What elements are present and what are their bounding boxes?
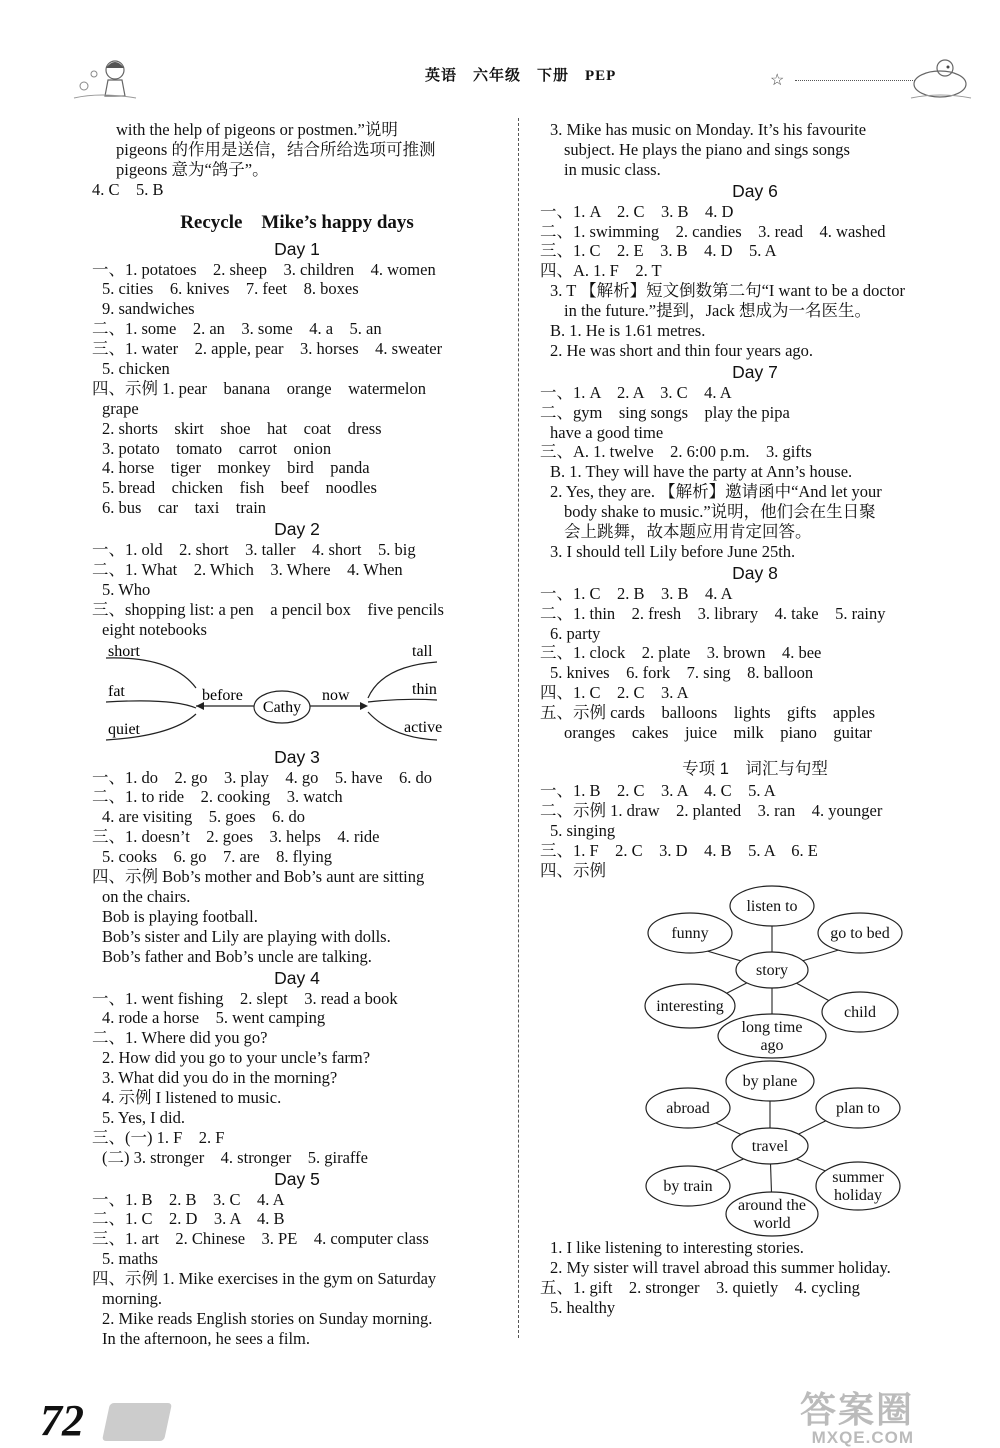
answer-line: 3. potato tomato carrot onion <box>102 438 332 458</box>
mindmap-node-world: world <box>753 1215 791 1233</box>
column-divider <box>518 118 519 1338</box>
answer-line: 一、1. do 2. go 3. play 4. go 5. have 6. do <box>92 767 433 787</box>
answer-line: 四、A. 1. F 2. T <box>540 261 662 281</box>
left-column <box>92 120 502 1349</box>
answer-line: Bob is playing football. <box>102 906 258 926</box>
answer-line: 二、示例 1. draw 2. planted 3. ran 4. younger <box>540 800 883 820</box>
mindmap-node-around-the: around the <box>738 1197 806 1215</box>
day-heading: Day 5 <box>274 1168 320 1189</box>
answer-line: 四、示例 1. pear banana orange watermelon <box>92 378 427 398</box>
mindmap-node-by-plane: by plane <box>742 1073 798 1091</box>
answer-line: have a good time <box>550 422 664 442</box>
answer-line: grape <box>102 398 139 418</box>
answer-line: 二、1. some 2. an 3. some 4. a 5. an <box>92 319 382 339</box>
answer-line: 2. Yes, they are. 【解析】邀请函中“And let your <box>550 482 882 502</box>
answer-line: 三、1. clock 2. plate 3. brown 4. bee <box>540 643 822 663</box>
diagram-word-tall: tall <box>412 642 433 660</box>
mindmap-center-travel: travel <box>751 1138 789 1156</box>
answer-line: 2. My sister will travel abroad this summer holiday. <box>550 1258 891 1278</box>
answer-line: 五、1. gift 2. stronger 3. quietly 4. cycling <box>540 1278 860 1298</box>
answer-line: 5. healthy <box>550 1298 616 1318</box>
mind-map-diagram <box>540 880 970 1238</box>
answer-line: 2. shorts skirt shoe hat coat dress <box>102 418 382 438</box>
mindmap-node-by-train: by train <box>663 1178 713 1196</box>
day-heading: Day 7 <box>732 361 778 382</box>
answer-line: in the future.”提到，Jack 想成为一名医生。 <box>564 301 872 321</box>
page-number: 72 <box>40 1396 84 1445</box>
answer-line: 二、1. swimming 2. candies 3. read 4. washed <box>540 221 886 241</box>
answer-line: 一、1. A 2. A 3. C 4. A <box>540 382 732 402</box>
answer-line: B. 1. He is 1.61 metres. <box>550 321 706 341</box>
header-title: 英语 六年级 下册 PEP <box>425 68 617 84</box>
answer-line: 3. T 【解析】短文倒数第二句“I want to be a doctor <box>550 281 906 301</box>
day-heading: Day 8 <box>732 562 778 583</box>
diagram-word-thin: thin <box>412 680 437 698</box>
answer-line: Bob’s sister and Lily are playing with dolls. <box>102 926 391 946</box>
answer-line: body shake to music.”说明，他们会在生日聚 <box>564 502 876 522</box>
answer-line: 4. 示例 I listened to music. <box>102 1087 282 1107</box>
page-number-badge <box>102 1403 172 1441</box>
answer-line: 5. singing <box>550 820 616 840</box>
word-diagram <box>92 640 502 746</box>
answer-line: 一、1. C 2. B 3. B 4. A <box>540 583 733 603</box>
answer-line: 五、示例 cards balloons lights gifts apples <box>540 703 876 723</box>
answer-line: subject. He plays the piano and sings songs <box>564 139 850 159</box>
special-section-title: 专项 1 词汇与句型 <box>682 759 828 778</box>
page-header <box>0 56 1000 96</box>
answer-line: eight notebooks <box>102 619 207 639</box>
answer-line: 4. rode a horse 5. went camping <box>102 1008 326 1028</box>
answer-line: 一、1. B 2. C 3. A 4. C 5. A <box>540 780 776 800</box>
diagram-word-active: active <box>404 718 443 736</box>
diagram-word-short: short <box>108 642 140 660</box>
watermark-logo: 答案圈 <box>800 1389 915 1430</box>
mindmap-node-ago: ago <box>760 1037 784 1055</box>
right-column <box>540 120 970 1318</box>
mindmap-node-child: child <box>844 1004 876 1022</box>
answer-line: oranges cakes juice milk piano guitar <box>564 723 872 743</box>
answer-line: 三、1. F 2. C 3. D 4. B 5. A 6. E <box>540 840 818 860</box>
answer-line: 四、1. C 2. C 3. A <box>540 683 689 703</box>
answer-line: 5. maths <box>102 1249 158 1269</box>
answer-line: 3. What did you do in the morning? <box>102 1068 338 1088</box>
mindmap-node-holiday: holiday <box>834 1187 882 1205</box>
day-heading: Day 1 <box>274 238 320 259</box>
answer-line: 3. Mike has music on Monday. It’s his favourite <box>550 120 867 139</box>
answer-line: 4. horse tiger monkey bird panda <box>102 458 370 478</box>
answer-line: on the chairs. <box>102 886 191 906</box>
answer-line: 会上跳舞，故本题应用肯定回答。 <box>564 522 812 542</box>
watermark-url: MXQE.COM <box>811 1428 915 1447</box>
answer-line: B. 1. They will have the party at Ann’s house. <box>550 462 853 482</box>
day-heading: Day 2 <box>274 519 320 540</box>
answer-line: 5. Who <box>102 579 151 599</box>
answer-line: In the afternoon, he sees a film. <box>102 1328 311 1348</box>
mindmap-node-summer: summer <box>832 1169 884 1187</box>
answer-line: 三、1. water 2. apple, pear 3. horses 4. sweater <box>92 339 443 359</box>
mindmap-node-long-time: long time <box>741 1019 803 1037</box>
answer-line: 2. Mike reads English stories on Sunday morning. <box>102 1308 433 1328</box>
diagram-word-quiet: quiet <box>108 720 140 738</box>
diagram-word-fat: fat <box>108 682 125 700</box>
mindmap-node-abroad: abroad <box>666 1100 710 1118</box>
answer-line: 三、1. C 2. E 3. B 4. D 5. A <box>540 241 777 261</box>
diagram-word-before: before <box>202 686 243 704</box>
answer-line: 一、1. old 2. short 3. taller 4. short 5. big <box>92 540 416 560</box>
answer-line: 6. party <box>550 623 601 643</box>
answer-line: 5. Yes, I did. <box>102 1107 185 1127</box>
answer-line: in music class. <box>564 159 661 179</box>
day-heading: Day 6 <box>732 180 778 201</box>
answer-line: 二、1. C 2. D 3. A 4. B <box>92 1209 285 1229</box>
cartoon-bird-icon <box>905 56 975 102</box>
day-heading: Day 4 <box>274 967 320 988</box>
answer-line: (二) 3. stronger 4. stronger 5. giraffe <box>102 1147 368 1167</box>
answer-line: with the help of pigeons or postmen.”说明 <box>116 120 398 139</box>
star-icon: ☆ <box>770 72 785 89</box>
mind-maps <box>540 880 970 1238</box>
answer-line: 4. are visiting 5. goes 6. do <box>102 807 306 827</box>
answer-line: 三、(一) 1. F 2. F <box>92 1127 225 1147</box>
mindmap-node-listen-to: listen to <box>746 898 798 916</box>
answer-line: Bob’s father and Bob’s uncle are talking. <box>102 946 372 966</box>
answer-line: 2. How did you go to your uncle’s farm? <box>102 1048 371 1068</box>
mindmap-node-funny: funny <box>671 925 709 943</box>
answer-line: 二、1. What 2. Which 3. Where 4. When <box>92 560 403 580</box>
answer-line: 二、1. Where did you go? <box>92 1028 268 1048</box>
watermark <box>800 1389 915 1448</box>
answer-line: 三、1. art 2. Chinese 3. PE 4. computer class <box>92 1229 429 1249</box>
answer-line: 一、1. B 2. B 3. C 4. A <box>92 1189 285 1209</box>
answer-line: 5. cities 6. knives 7. feet 8. boxes <box>102 279 359 299</box>
answer-line: 6. bus car taxi train <box>102 498 267 518</box>
word-diagram-lines <box>92 640 502 746</box>
answer-line: pigeons 意为“鸽子”。 <box>116 159 269 179</box>
cartoon-girl-icon <box>70 56 140 100</box>
mindmap-node-plan-to: plan to <box>836 1100 880 1118</box>
answer-line: 5. chicken <box>102 359 170 379</box>
section-title: Recycle Mike’s happy days <box>180 211 414 233</box>
answer-line: 一、1. A 2. C 3. B 4. D <box>540 201 734 221</box>
answer-line: 四、示例 <box>540 860 606 880</box>
header-divider <box>795 80 915 81</box>
diagram-word-now: now <box>322 686 350 704</box>
answer-line: pigeons 的作用是送信，结合所给选项可推测 <box>116 139 436 159</box>
answer-line: 2. He was short and thin four years ago. <box>550 340 814 360</box>
answer-line: 5. bread chicken fish beef noodles <box>102 478 377 498</box>
answer-line: 5. cooks 6. go 7. are 8. flying <box>102 847 333 867</box>
mindmap-center-story: story <box>756 962 788 980</box>
day-heading: Day 3 <box>274 746 320 767</box>
answer-line: 一、1. potatoes 2. sheep 3. children 4. women <box>92 259 436 279</box>
answer-line: 二、gym sing songs play the pipa <box>540 402 790 422</box>
answer-line: morning. <box>102 1288 163 1308</box>
answer-line: 二、1. thin 2. fresh 3. library 4. take 5. rainy <box>540 603 886 623</box>
answer-line: 1. I like listening to interesting stories. <box>550 1238 804 1258</box>
answer-line: 三、shopping list: a pen a pencil box five pencils <box>92 599 444 619</box>
answer-line: 四、示例 Bob’s mother and Bob’s aunt are sitting <box>92 867 425 887</box>
answer-line: 5. knives 6. fork 7. sing 8. balloon <box>550 663 814 683</box>
answer-line: 一、1. went fishing 2. slept 3. read a book <box>92 988 398 1008</box>
answer-line: 三、A. 1. twelve 2. 6:00 p.m. 3. gifts <box>540 442 812 462</box>
answer-line: 9. sandwiches <box>102 299 195 319</box>
mindmap-node-go-to-bed: go to bed <box>830 925 890 943</box>
answer-line: 3. I should tell Lily before June 25th. <box>550 541 796 561</box>
answer-line: 三、1. doesn’t 2. goes 3. helps 4. ride <box>92 827 380 847</box>
answer-line: 四、示例 1. Mike exercises in the gym on Saturday <box>92 1269 437 1289</box>
answer-line: 4. C 5. B <box>92 179 164 199</box>
diagram-center-cathy: Cathy <box>262 698 302 716</box>
mindmap-node-interesting: interesting <box>656 998 724 1016</box>
answer-line: 二、1. to ride 2. cooking 3. watch <box>92 787 343 807</box>
